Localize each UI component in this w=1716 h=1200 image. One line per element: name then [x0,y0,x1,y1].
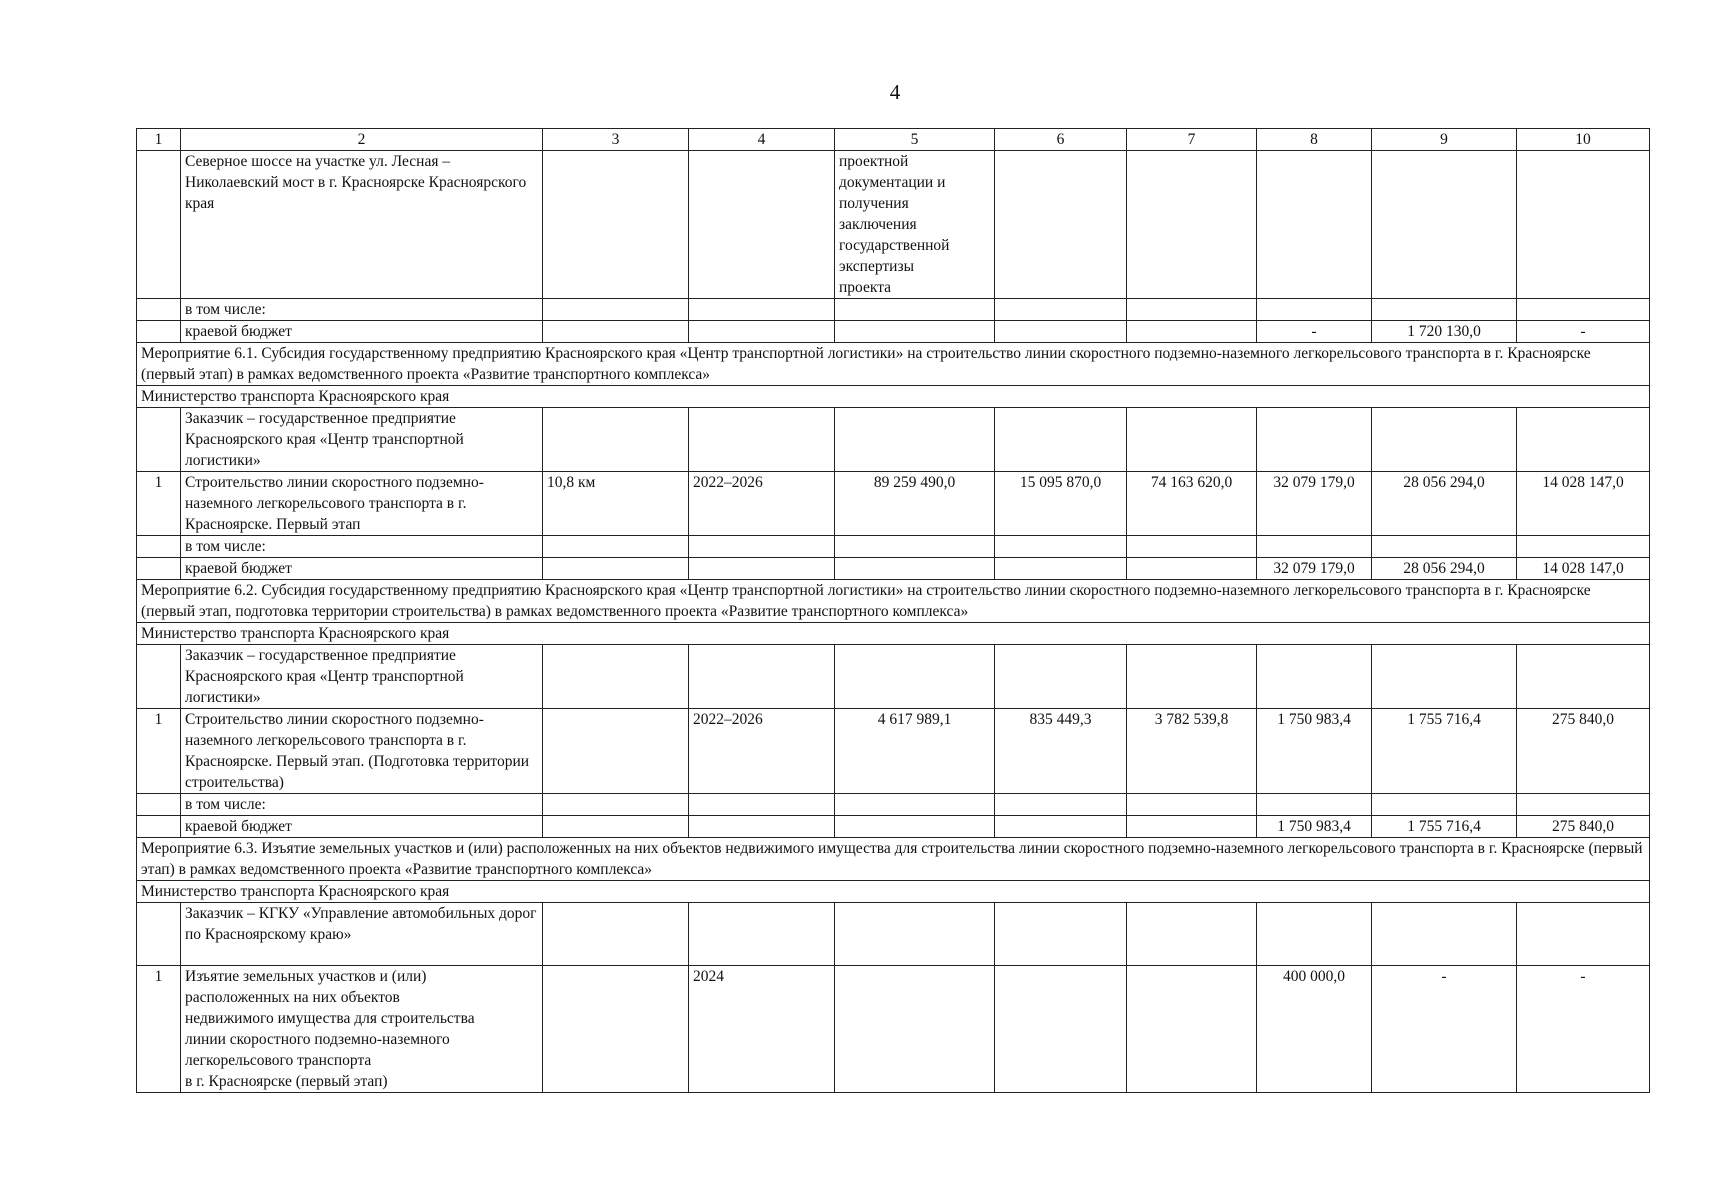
table-row [137,386,1650,408]
col-header-4: 4 [689,129,835,151]
including-label: в том числе: [181,536,543,558]
value-c8: 32 079 179,0 [1257,472,1372,536]
budget-label: краевой бюджет [181,816,543,838]
budget-value-c10: 275 840,0 [1517,816,1650,838]
object-line: линии скоростного подземно-наземного [185,1031,450,1048]
value-c6: 835 449,3 [995,709,1127,794]
value-c9: 1 755 716,4 [1372,709,1517,794]
budget-value-c9: 28 056 294,0 [1372,558,1517,580]
table-row [137,580,1650,623]
page-number: 4 [889,80,901,104]
row-number: 1 [137,472,181,536]
including-label: в том числе: [181,299,543,321]
object-name: Строительство линии скоростного подземно-наземного легкорельсового транспорта в г. Красноярске. Первый этап. (Подготовка территории строительства) [181,709,543,794]
value-c8: 1 750 983,4 [1257,709,1372,794]
capacity: 10,8 км [543,472,689,536]
stage-line: заключения [839,216,917,233]
object-line: расположенных на них объектов [185,989,400,1006]
budget-label: краевой бюджет [181,558,543,580]
budget-label: краевой бюджет [181,321,543,343]
total-cost: 4 617 989,1 [835,709,995,794]
table-row [137,881,1650,903]
period: 2022–2026 [689,472,835,536]
customer-label: Заказчик – государственное предприятие Красноярского края «Центр транспортной логистики» [181,645,543,709]
table-row [137,151,1650,299]
stage-line: получения [839,195,909,212]
stage-description [835,151,995,299]
stage-line: документации и [839,174,946,191]
table-row [137,299,1650,321]
col-header-7: 7 [1127,129,1257,151]
table-row [137,408,1650,472]
value-c10: 14 028 147,0 [1517,472,1650,536]
value-c9: - [1372,966,1517,1093]
object-line: недвижимого имущества для строительства [185,1010,475,1027]
table-row [137,321,1650,343]
col-header-8: 8 [1257,129,1372,151]
table-row [137,558,1650,580]
col-header-3: 3 [543,129,689,151]
table-row [137,472,1650,536]
measure-title: Мероприятие 6.2. Субсидия государственному предприятию Красноярского края «Центр транспортной логистики» на строительство линии скоростного подземно-наземного легкорельсового транспорта в г. Красноярске (первый этап, подготовка территории строительства) в рамках ведомственного проекта «Развитие транспортного комплекса» [137,580,1650,623]
col-header-2: 2 [181,129,543,151]
value-c6: 15 095 870,0 [995,472,1127,536]
value-c9: 28 056 294,0 [1372,472,1517,536]
value-c10: 275 840,0 [1517,709,1650,794]
stage-line: проектной [839,153,909,170]
budget-value-c8: 32 079 179,0 [1257,558,1372,580]
col-header-10: 10 [1517,129,1650,151]
object-line: легкорельсового транспорта [185,1052,372,1069]
stage-line: экспертизы [839,258,915,275]
customer-label: Заказчик – государственное предприятие Красноярского края «Центр транспортной логистики» [181,408,543,472]
budget-value-c8: 1 750 983,4 [1257,816,1372,838]
table-row [137,709,1650,794]
budget-value-c8: - [1257,321,1372,343]
table-row [137,966,1650,1093]
budget-value-c9: 1 755 716,4 [1372,816,1517,838]
object-name: Северное шоссе на участке ул. Лесная – Николаевский мост в г. Красноярске Красноярского края [181,151,543,299]
table-row [137,816,1650,838]
budget-value-c9: 1 720 130,0 [1372,321,1517,343]
budget-value-c10: 14 028 147,0 [1517,558,1650,580]
table-row [137,343,1650,386]
including-label: в том числе: [181,794,543,816]
row-number: 1 [137,966,181,1093]
col-header-5: 5 [835,129,995,151]
object-name: Строительство линии скоростного подземно-наземного легкорельсового транспорта в г. Красноярске. Первый этап [181,472,543,536]
table-row [137,536,1650,558]
col-header-6: 6 [995,129,1127,151]
budget-value-c10: - [1517,321,1650,343]
total-cost: 89 259 490,0 [835,472,995,536]
table-row [137,645,1650,709]
stage-line: проекта [839,279,892,296]
table-row [137,623,1650,645]
ministry-label: Министерство транспорта Красноярского края [137,386,1650,408]
row-number: 1 [137,709,181,794]
value-c7: 3 782 539,8 [1127,709,1257,794]
measure-title: Мероприятие 6.3. Изъятие земельных участков и (или) расположенных на них объектов недвижимого имущества для строительства линии скоростного подземно-наземного легкорельсового транспорта в г. Красноярске (первый этап) в рамках ведомственного проекта «Развитие транспортного комплекса» [137,838,1650,881]
customer-label: Заказчик – КГКУ «Управление автомобильных дорог по Красноярскому краю» [181,903,543,966]
object-line: в г. Красноярске (первый этап) [185,1073,388,1090]
value-c7: 74 163 620,0 [1127,472,1257,536]
column-number-row [137,129,1650,151]
object-name [181,966,543,1093]
object-line: Изъятие земельных участков и (или) [185,968,427,985]
table-row [137,838,1650,881]
col-header-9: 9 [1372,129,1517,151]
measure-title: Мероприятие 6.1. Субсидия государственному предприятию Красноярского края «Центр транспортной логистики» на строительство линии скоростного подземно-наземного легкорельсового транспорта в г. Красноярске (первый этап) в рамках ведомственного проекта «Развитие транспортного комплекса» [137,343,1650,386]
value-c10: - [1517,966,1650,1093]
period: 2022–2026 [689,709,835,794]
stage-line: государственной [839,237,950,254]
capacity [543,709,689,794]
value-c8: 400 000,0 [1257,966,1372,1093]
table-row [137,794,1650,816]
budget-table [136,128,1650,1093]
col-header-1: 1 [137,129,181,151]
table-row [137,903,1650,966]
ministry-label: Министерство транспорта Красноярского края [137,881,1650,903]
period: 2024 [689,966,835,1093]
ministry-label: Министерство транспорта Красноярского края [137,623,1650,645]
